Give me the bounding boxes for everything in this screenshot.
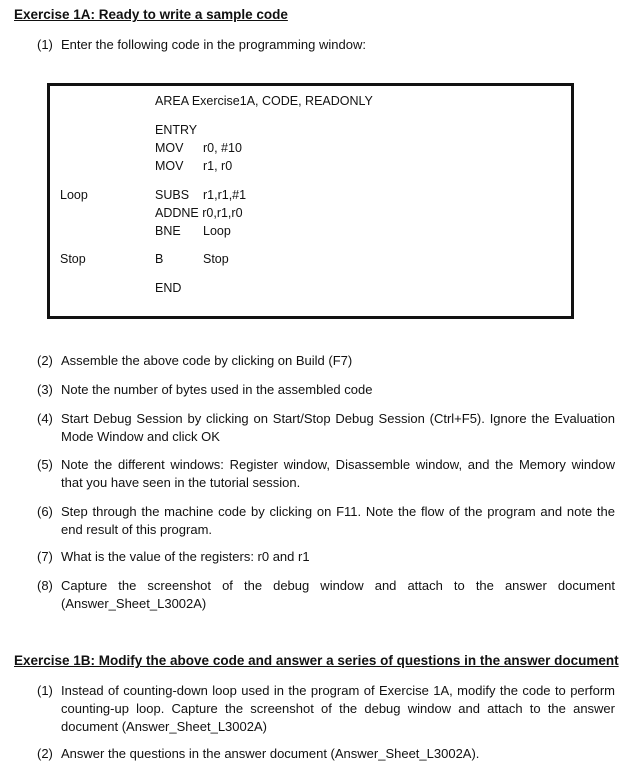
code-bne-args: Loop: [203, 224, 231, 238]
step-text: Note the different windows: Register window, Disassemble window, and the Memory window that you have seen in the tutorial session.: [61, 457, 615, 490]
step-number: (2): [37, 353, 53, 368]
step-number: (2): [37, 746, 53, 761]
step-1a-1: [37, 36, 615, 54]
code-loop-label: Loop: [60, 188, 88, 202]
code-mov1-op: MOV: [155, 141, 184, 155]
step-number: (3): [37, 382, 53, 397]
code-addne-line: ADDNE r0,r1,r0: [155, 206, 243, 220]
step-text: Start Debug Session by clicking on Start/Stop Debug Session (Ctrl+F5). Ignore the Evaluation Mode Window and click OK: [61, 411, 615, 444]
code-mov2-args: r1, r0: [203, 159, 233, 173]
step-1a-6: [37, 503, 615, 539]
exercise-1a-title: Exercise 1A: Ready to write a sample code: [14, 7, 288, 22]
step-number: (5): [37, 457, 53, 472]
step-1b-1: [37, 682, 615, 736]
step-1a-3: [37, 381, 615, 399]
step-number: (7): [37, 549, 53, 564]
step-text: Capture the screenshot of the debug window and attach to the answer document (Answer_Sheet_L3002A): [61, 578, 615, 611]
step-1b-2: [37, 745, 615, 763]
step-number: (4): [37, 411, 53, 426]
code-end-line: END: [155, 281, 182, 295]
step-number: (6): [37, 504, 53, 519]
step-1a-8: [37, 577, 615, 613]
code-subs-op: SUBS: [155, 188, 190, 202]
step-1a-5: [37, 456, 615, 492]
code-bne-op: BNE: [155, 224, 181, 238]
code-entry-line: ENTRY: [155, 123, 198, 137]
code-b-args: Stop: [203, 252, 229, 266]
code-box: [47, 83, 574, 319]
code-mov1-args: r0, #10: [203, 141, 242, 155]
step-text: Instead of counting-down loop used in the program of Exercise 1A, modify the code to perform counting-up loop. Capture the screenshot of the debug window and attach to the answer document (Answer_Sheet_L3002A): [61, 683, 615, 734]
step-text: Assemble the above code by clicking on Build (F7): [61, 353, 353, 368]
step-text: What is the value of the registers: r0 and r1: [61, 549, 310, 564]
code-area-line: AREA Exercise1A, CODE, READONLY: [155, 94, 373, 108]
step-text: Step through the machine code by clicking on F11. Note the flow of the program and note the end result of this program.: [61, 504, 615, 537]
exercise-1b-title: Exercise 1B: Modify the above code and answer a series of questions in the answer document: [14, 653, 619, 668]
step-1a-2: [37, 352, 615, 370]
step-text: Answer the questions in the answer document (Answer_Sheet_L3002A).: [61, 746, 480, 761]
code-stop-label: Stop: [60, 252, 86, 266]
step-number: (1): [37, 683, 53, 698]
step-number: (8): [37, 578, 53, 593]
code-mov2-op: MOV: [155, 159, 184, 173]
step-text: Note the number of bytes used in the assembled code: [61, 382, 373, 397]
step-text: Enter the following code in the programming window:: [61, 37, 366, 52]
code-b-op: B: [155, 252, 164, 266]
step-1a-7: [37, 548, 615, 566]
step-number: (1): [37, 37, 53, 52]
step-1a-4: [37, 410, 615, 446]
code-subs-args: r1,r1,#1: [203, 188, 247, 202]
